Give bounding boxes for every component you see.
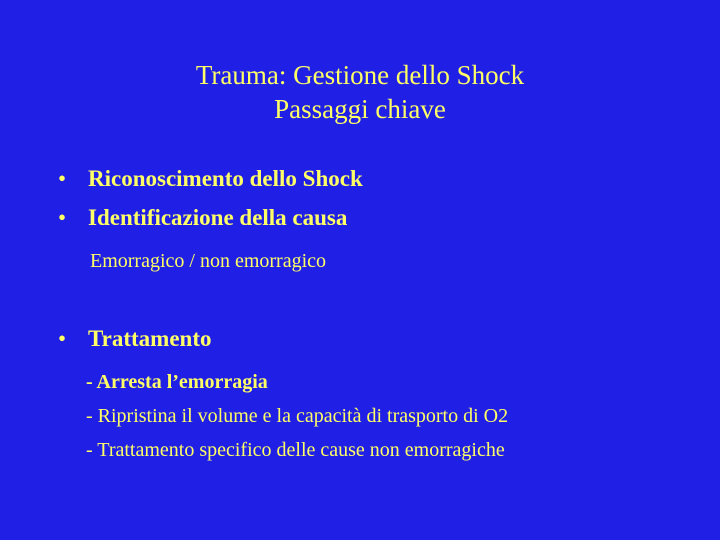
bullet-text: Riconoscimento dello Shock: [88, 166, 363, 191]
bullet-dot: •: [58, 205, 67, 230]
treatment-item-1: - Arresta l’emorragia: [86, 371, 268, 393]
title-line-2: Passaggi chiave: [274, 94, 446, 124]
sub-cause-type: Emorragico / non emorragico: [90, 250, 327, 272]
bullet-treatment: [58, 325, 211, 353]
bullet-identification: [58, 204, 347, 232]
bullet-text: Trattamento: [88, 326, 212, 351]
bullet-dot: •: [58, 166, 67, 191]
treatment-item-2: - Ripristina il volume e la capacità di trasporto di O2: [86, 405, 509, 427]
bullet-recognition: [58, 165, 363, 193]
slide-title: [0, 58, 720, 126]
bullet-dot: •: [58, 326, 67, 351]
title-line-1: Trauma: Gestione dello Shock: [195, 60, 525, 90]
treatment-item-3: - Trattamento specifico delle cause non emorragiche: [86, 439, 505, 461]
bullet-text: Identificazione della causa: [88, 205, 348, 230]
